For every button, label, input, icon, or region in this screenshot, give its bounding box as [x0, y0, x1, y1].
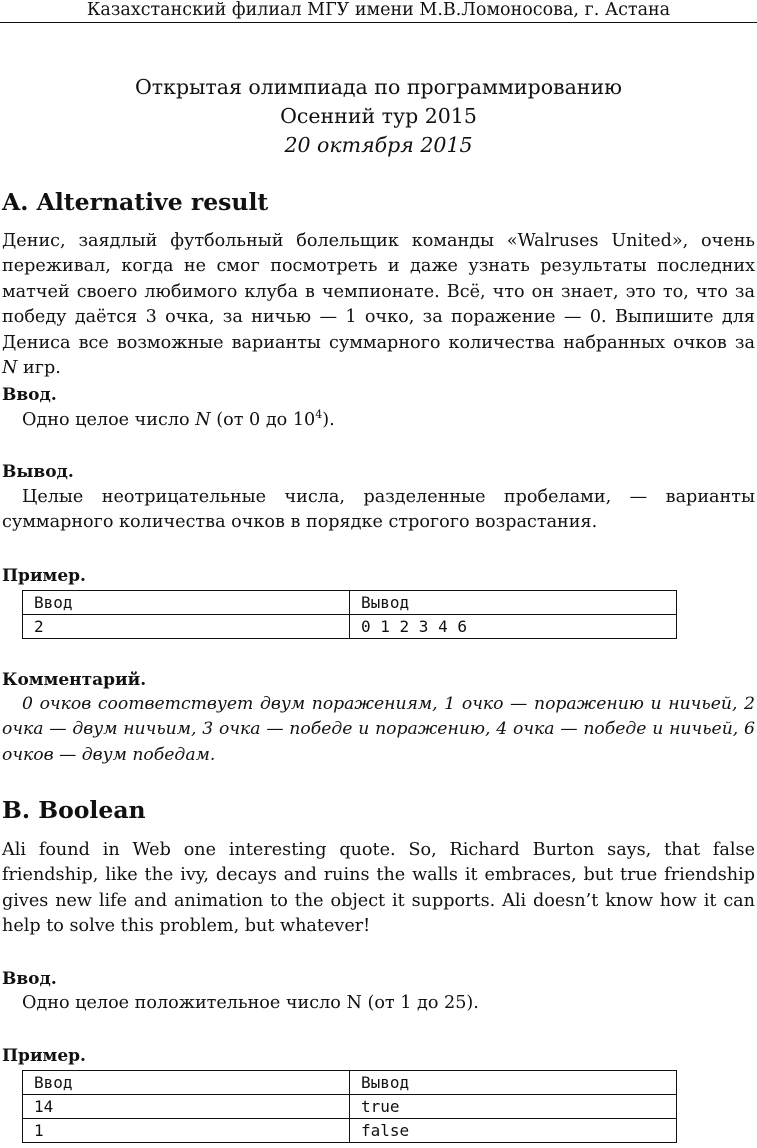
problem-a-input-exponent: 4	[315, 408, 323, 422]
table-cell-output: true	[350, 1095, 677, 1119]
table-cell-input: 1	[23, 1119, 350, 1143]
problem-a-output-label: Вывод.	[2, 462, 74, 482]
problem-a-heading: A. Alternative result	[2, 188, 269, 216]
problem-a-statement-text: Денис, заядлый футбольный болельщик команды «Walruses United», очень переживал, когда не смог посмотреть и даже узнать результаты последних матчей своего любимого клуба в чемпионате. Всё, что он знает, это то, что за победу даётся 3 очка, за ничью — 1 очко, за поражение — 0. Выпишите для Дениса все возможные варианты суммарного количества набранных очков за	[2, 231, 755, 353]
olympiad-title: Открытая олимпиада по программированию	[135, 75, 622, 99]
problem-a-example-label: Пример.	[2, 566, 86, 586]
round-title: Осенний тур 2015	[280, 104, 477, 128]
problem-b-input-text: Одно целое положительное число N (от 1 до 25).	[22, 993, 479, 1013]
problem-b-heading: B. Boolean	[2, 796, 146, 824]
table-cell-input: 2	[23, 615, 350, 639]
olympiad-date: 20 октября 2015	[284, 133, 473, 157]
problem-b-example-table	[22, 1070, 677, 1143]
table-header-input: Ввод	[23, 591, 350, 615]
table-row	[23, 615, 677, 639]
problem-b-input-label: Ввод.	[2, 969, 57, 989]
running-head: Казахстанский филиал МГУ имени М.В.Ломоносова, г. Астана	[0, 0, 757, 23]
table-header-row	[23, 591, 677, 615]
problem-a-output-text: Целые неотрицательные числа, разделенные пробелами, — варианты суммарного количества очков в порядке строгого возрастания.	[2, 487, 755, 533]
problem-a-input-lead: Одно целое число	[22, 410, 190, 430]
table-header-output: Вывод	[350, 591, 677, 615]
problem-a-comment-label: Комментарий.	[2, 670, 147, 690]
table-row	[23, 1119, 677, 1143]
problem-a-example-table	[22, 590, 677, 639]
problem-b-statement: Ali found in Web one interesting quote. So, Richard Burton says, that false friendship, like the ivy, decays and ruins the walls it embraces, but true friendship gives new life and animation to the object it supports. Ali doesn’t know how it can help to solve this problem, but whatever!	[2, 840, 755, 937]
problem-a-input-var: N	[195, 410, 211, 430]
problem-a-var-n: N	[2, 358, 18, 379]
problem-a-statement-end: игр.	[23, 358, 61, 379]
table-header-input: Ввод	[23, 1071, 350, 1095]
problem-a-input-range-end: ).	[322, 410, 335, 430]
table-cell-input: 14	[23, 1095, 350, 1119]
table-cell-output: 0 1 2 3 4 6	[350, 615, 677, 639]
title-block	[0, 73, 757, 160]
problem-a-input-label: Ввод.	[2, 385, 57, 405]
table-cell-output: false	[350, 1119, 677, 1143]
problem-a-comment-text: 0 очков соответствует двум поражениям, 1 очко — поражению и ничьей, 2 очка — двум ничьим, 3 очка — победе и поражению, 4 очка — победе и ничьей, 6 очков — двум победам.	[2, 694, 755, 765]
table-header-output: Вывод	[350, 1071, 677, 1095]
table-header-row	[23, 1071, 677, 1095]
problem-b-example-label: Пример.	[2, 1046, 86, 1066]
table-row	[23, 1095, 677, 1119]
problem-a-statement	[2, 229, 755, 381]
problem-a-input-range: (от 0 до 10	[216, 410, 316, 430]
problem-a-input-text	[22, 408, 335, 433]
